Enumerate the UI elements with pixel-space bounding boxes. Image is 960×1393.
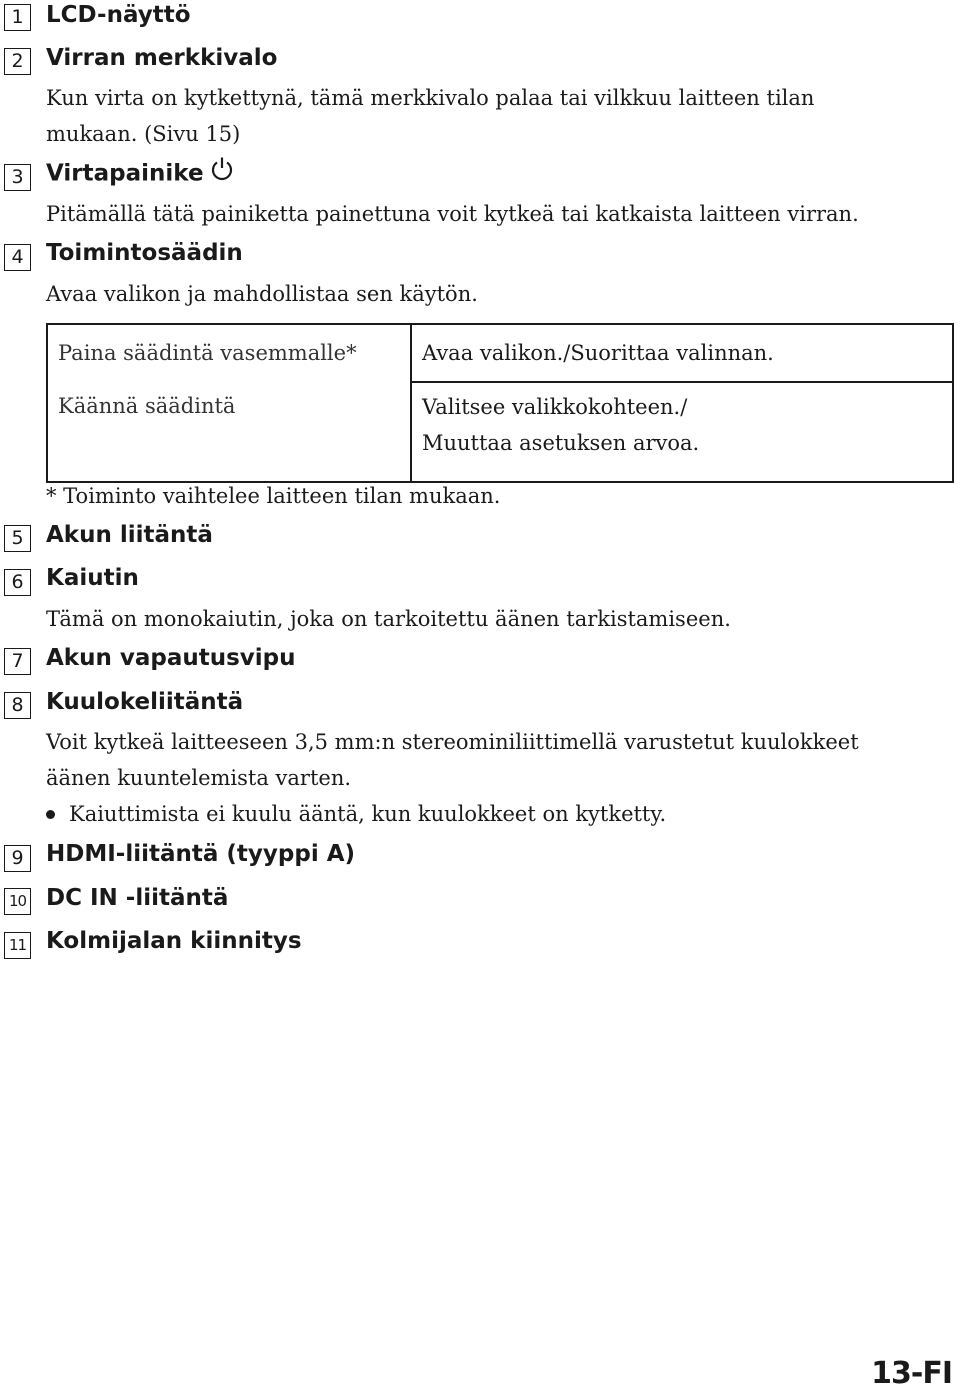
- table-cell-line: Valitsee valikkokohteen./: [422, 395, 688, 419]
- item-text: mukaan. (Sivu 15): [46, 122, 241, 146]
- item-number: 11: [4, 932, 31, 959]
- table-row: [47, 382, 953, 482]
- item-number: 3: [4, 164, 31, 191]
- item-title-dc-in: DC IN -liitäntä: [46, 885, 229, 911]
- control-dial-table: [46, 323, 954, 483]
- item-number: 2: [4, 48, 31, 75]
- item-number: 5: [4, 525, 31, 552]
- power-icon: [210, 156, 234, 188]
- bullet-dot: [46, 810, 55, 819]
- table-footnote: * Toiminto vaihtelee laitteen tilan mukaan.: [46, 484, 501, 508]
- item-text: Tämä on monokaiutin, joka on tarkoitettu äänen tarkistamiseen.: [46, 607, 731, 631]
- item-title-power-indicator: Virran merkkivalo: [46, 45, 278, 71]
- table-row: [47, 324, 953, 382]
- table-cell-action: Käännä säädintä: [47, 382, 411, 482]
- item-title-power-button: [46, 160, 234, 188]
- table-cell-result: Avaa valikon./Suorittaa valinnan.: [411, 324, 953, 382]
- item-title-tripod: Kolmijalan kiinnitys: [46, 928, 302, 954]
- item-number: 8: [4, 692, 31, 719]
- item-title-lcd: LCD-näyttö: [46, 2, 191, 28]
- item-text: Voit kytkeä laitteeseen 3,5 mm:n stereominiliittimellä varustetut kuulokkeet: [46, 730, 859, 754]
- item-title-text: Virtapainike: [46, 160, 204, 187]
- bullet-note: [46, 796, 666, 832]
- item-number: 7: [4, 648, 31, 675]
- item-title-control-dial: Toimintosäädin: [46, 240, 243, 266]
- item-number: 1: [4, 4, 31, 31]
- bullet-text: Kaiuttimista ei kuulu ääntä, kun kuulokkeet on kytketty.: [69, 802, 667, 826]
- item-text: Kun virta on kytkettynä, tämä merkkivalo palaa tai vilkkuu laitteen tilan: [46, 86, 815, 110]
- table-cell-action: Paina säädintä vasemmalle*: [47, 324, 411, 382]
- item-text: äänen kuuntelemista varten.: [46, 766, 352, 790]
- item-title-hdmi: HDMI-liitäntä (tyyppi A): [46, 841, 356, 867]
- item-number: 4: [4, 244, 31, 271]
- item-title-battery-release: Akun vapautusvipu: [46, 645, 296, 671]
- item-number: 6: [4, 569, 31, 596]
- item-number: 10: [4, 888, 31, 915]
- table-cell-line: Muuttaa asetuksen arvoa.: [422, 431, 700, 455]
- item-text: Pitämällä tätä painiketta painettuna voit kytkeä tai katkaista laitteen virran.: [46, 202, 859, 226]
- item-text: Avaa valikon ja mahdollistaa sen käytön.: [46, 282, 478, 306]
- table-cell-result: [411, 382, 953, 482]
- item-title-headphone-jack: Kuulokeliitäntä: [46, 689, 244, 715]
- item-title-battery-connector: Akun liitäntä: [46, 522, 213, 548]
- item-title-speaker: Kaiutin: [46, 565, 139, 591]
- page-number: 13-FI: [871, 1356, 952, 1391]
- item-number: 9: [4, 845, 31, 872]
